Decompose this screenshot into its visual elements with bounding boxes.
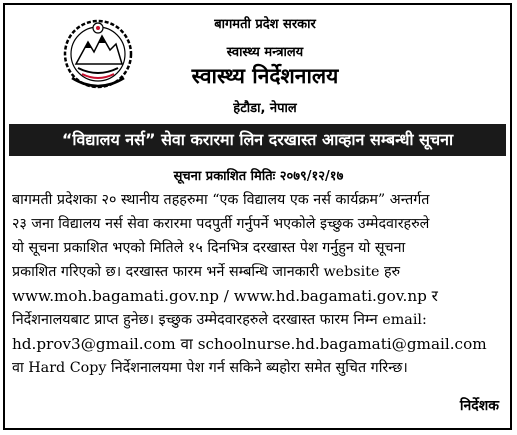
notice-body [12,188,500,380]
body-line: प्रकाशित गरिएको छ। दरखास्त फारम भर्ने सम्बन्धि जानकारी website हरु [12,264,401,280]
body-line: यो सूचना प्रकाशित भएको मितिले १५ दिनभित्र दरखास्त पेश गर्नुहुन यो सूचना [12,240,406,256]
body-line-websites: www.moh.bagamati.gov.np / www.hd.bagamati.gov.np र [12,287,438,305]
body-line: निर्देशनालयबाट प्राप्त हुनेछ। इच्छुक उम्मेदवारहरुले दरखास्त फारम निम्न email: [12,312,427,328]
signatory-title: निर्देशक [459,398,499,414]
publication-date: सूचना प्रकाशित मितिः २०७९/१२/१७ [173,169,344,184]
directorate-title: स्वास्थ्य निर्देशनालय [191,64,339,88]
government-emblem [58,12,138,92]
body-line-emails: hd.prov3@gmail.com वा schoolnurse.hd.bagamati@gmail.com [12,335,487,353]
body-line: २३ जना विद्यालय नर्स सेवा करारमा पदपुर्ती गर्नुपर्ने भएकोले इच्छुक उम्मेदवारहरुले [12,216,430,232]
ministry-name: स्वास्थ्य मन्त्रालय [226,45,304,60]
office-location: हेटौडा, नेपाल [233,101,297,116]
body-line: बागमती प्रदेशका २० स्थानीय तहहरुमा “एक विद्यालय एक नर्स कार्यक्रम” अन्तर्गत [12,192,430,208]
body-line: वा Hard Copy निर्देशनालयमा पेश गर्न सकिने ब्यहोरा समेत सुचित गरिन्छ। [12,360,408,376]
notice-title-banner: “विद्यालय नर्स” सेवा करारमा लिन दरखास्त आव्हान सम्बन्धी सूचना [9,124,506,156]
government-name: बागमती प्रदेश सरकार [214,17,316,32]
